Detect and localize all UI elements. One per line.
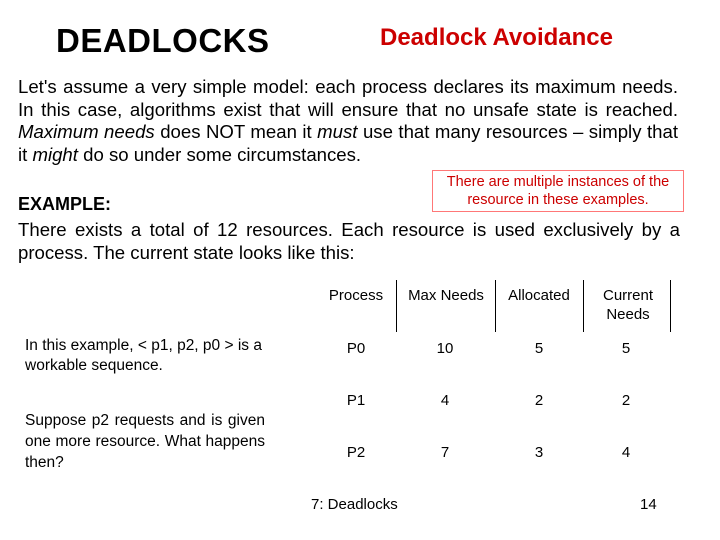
section-subtitle: Deadlock Avoidance bbox=[380, 24, 613, 51]
intro-emph-might: might bbox=[32, 143, 78, 165]
table-header-max-needs: Max Needs bbox=[408, 287, 484, 304]
table-cell-allocated: 3 bbox=[534, 444, 544, 461]
table-divider bbox=[495, 280, 496, 332]
footer-page-number: 14 bbox=[640, 496, 657, 513]
table-cell-max: 10 bbox=[436, 340, 454, 357]
table-divider bbox=[396, 280, 397, 332]
intro-emph-must: must bbox=[317, 121, 358, 142]
example-text: There exists a total of 12 resources. Each resource is used exclusively by a process. The current state looks like this: bbox=[18, 219, 680, 263]
table-divider bbox=[583, 280, 584, 332]
intro-text-4: do so under some circumstances. bbox=[77, 143, 362, 165]
table-header-allocated: Allocated bbox=[508, 287, 570, 304]
table-cell-allocated: 2 bbox=[534, 392, 544, 409]
table-cell-current: 4 bbox=[621, 444, 631, 461]
table-cell-current: 2 bbox=[621, 392, 631, 409]
example-label: EXAMPLE: bbox=[18, 194, 112, 214]
side-note-question: Suppose p2 requests and is given one more resource. What happens then? bbox=[25, 412, 265, 471]
table-cell-process: P2 bbox=[346, 444, 366, 461]
side-note-sequence: In this example, < p1, p2, p0 > is a workable sequence. bbox=[25, 337, 262, 374]
table-header-process: Process bbox=[328, 287, 384, 304]
table-cell-max: 7 bbox=[440, 444, 450, 461]
intro-text-2: does NOT mean it bbox=[154, 121, 318, 142]
table-cell-process: P0 bbox=[346, 340, 366, 357]
callout-note: There are multiple instances of the resource in these examples. bbox=[432, 170, 684, 212]
table-divider bbox=[670, 280, 671, 332]
intro-text-3: use that many resources – simply that it bbox=[18, 121, 678, 165]
footer-chapter: 7: Deadlocks bbox=[311, 496, 398, 513]
intro-emph-maxneeds: Maximum needs bbox=[18, 121, 155, 142]
intro-text-1: Let's assume a very simple model: each process declares its maximum needs. In this case, algorithms exist that will ensure that no unsafe state is reached. bbox=[18, 76, 678, 120]
table-cell-allocated: 5 bbox=[534, 340, 544, 357]
page-title: DEADLOCKS bbox=[56, 22, 270, 59]
intro-paragraph bbox=[18, 76, 678, 166]
table-cell-process: P1 bbox=[346, 392, 366, 409]
table-cell-current: 5 bbox=[621, 340, 631, 357]
table-header-current-needs: Current Needs bbox=[602, 287, 654, 323]
table-cell-max: 4 bbox=[440, 392, 450, 409]
